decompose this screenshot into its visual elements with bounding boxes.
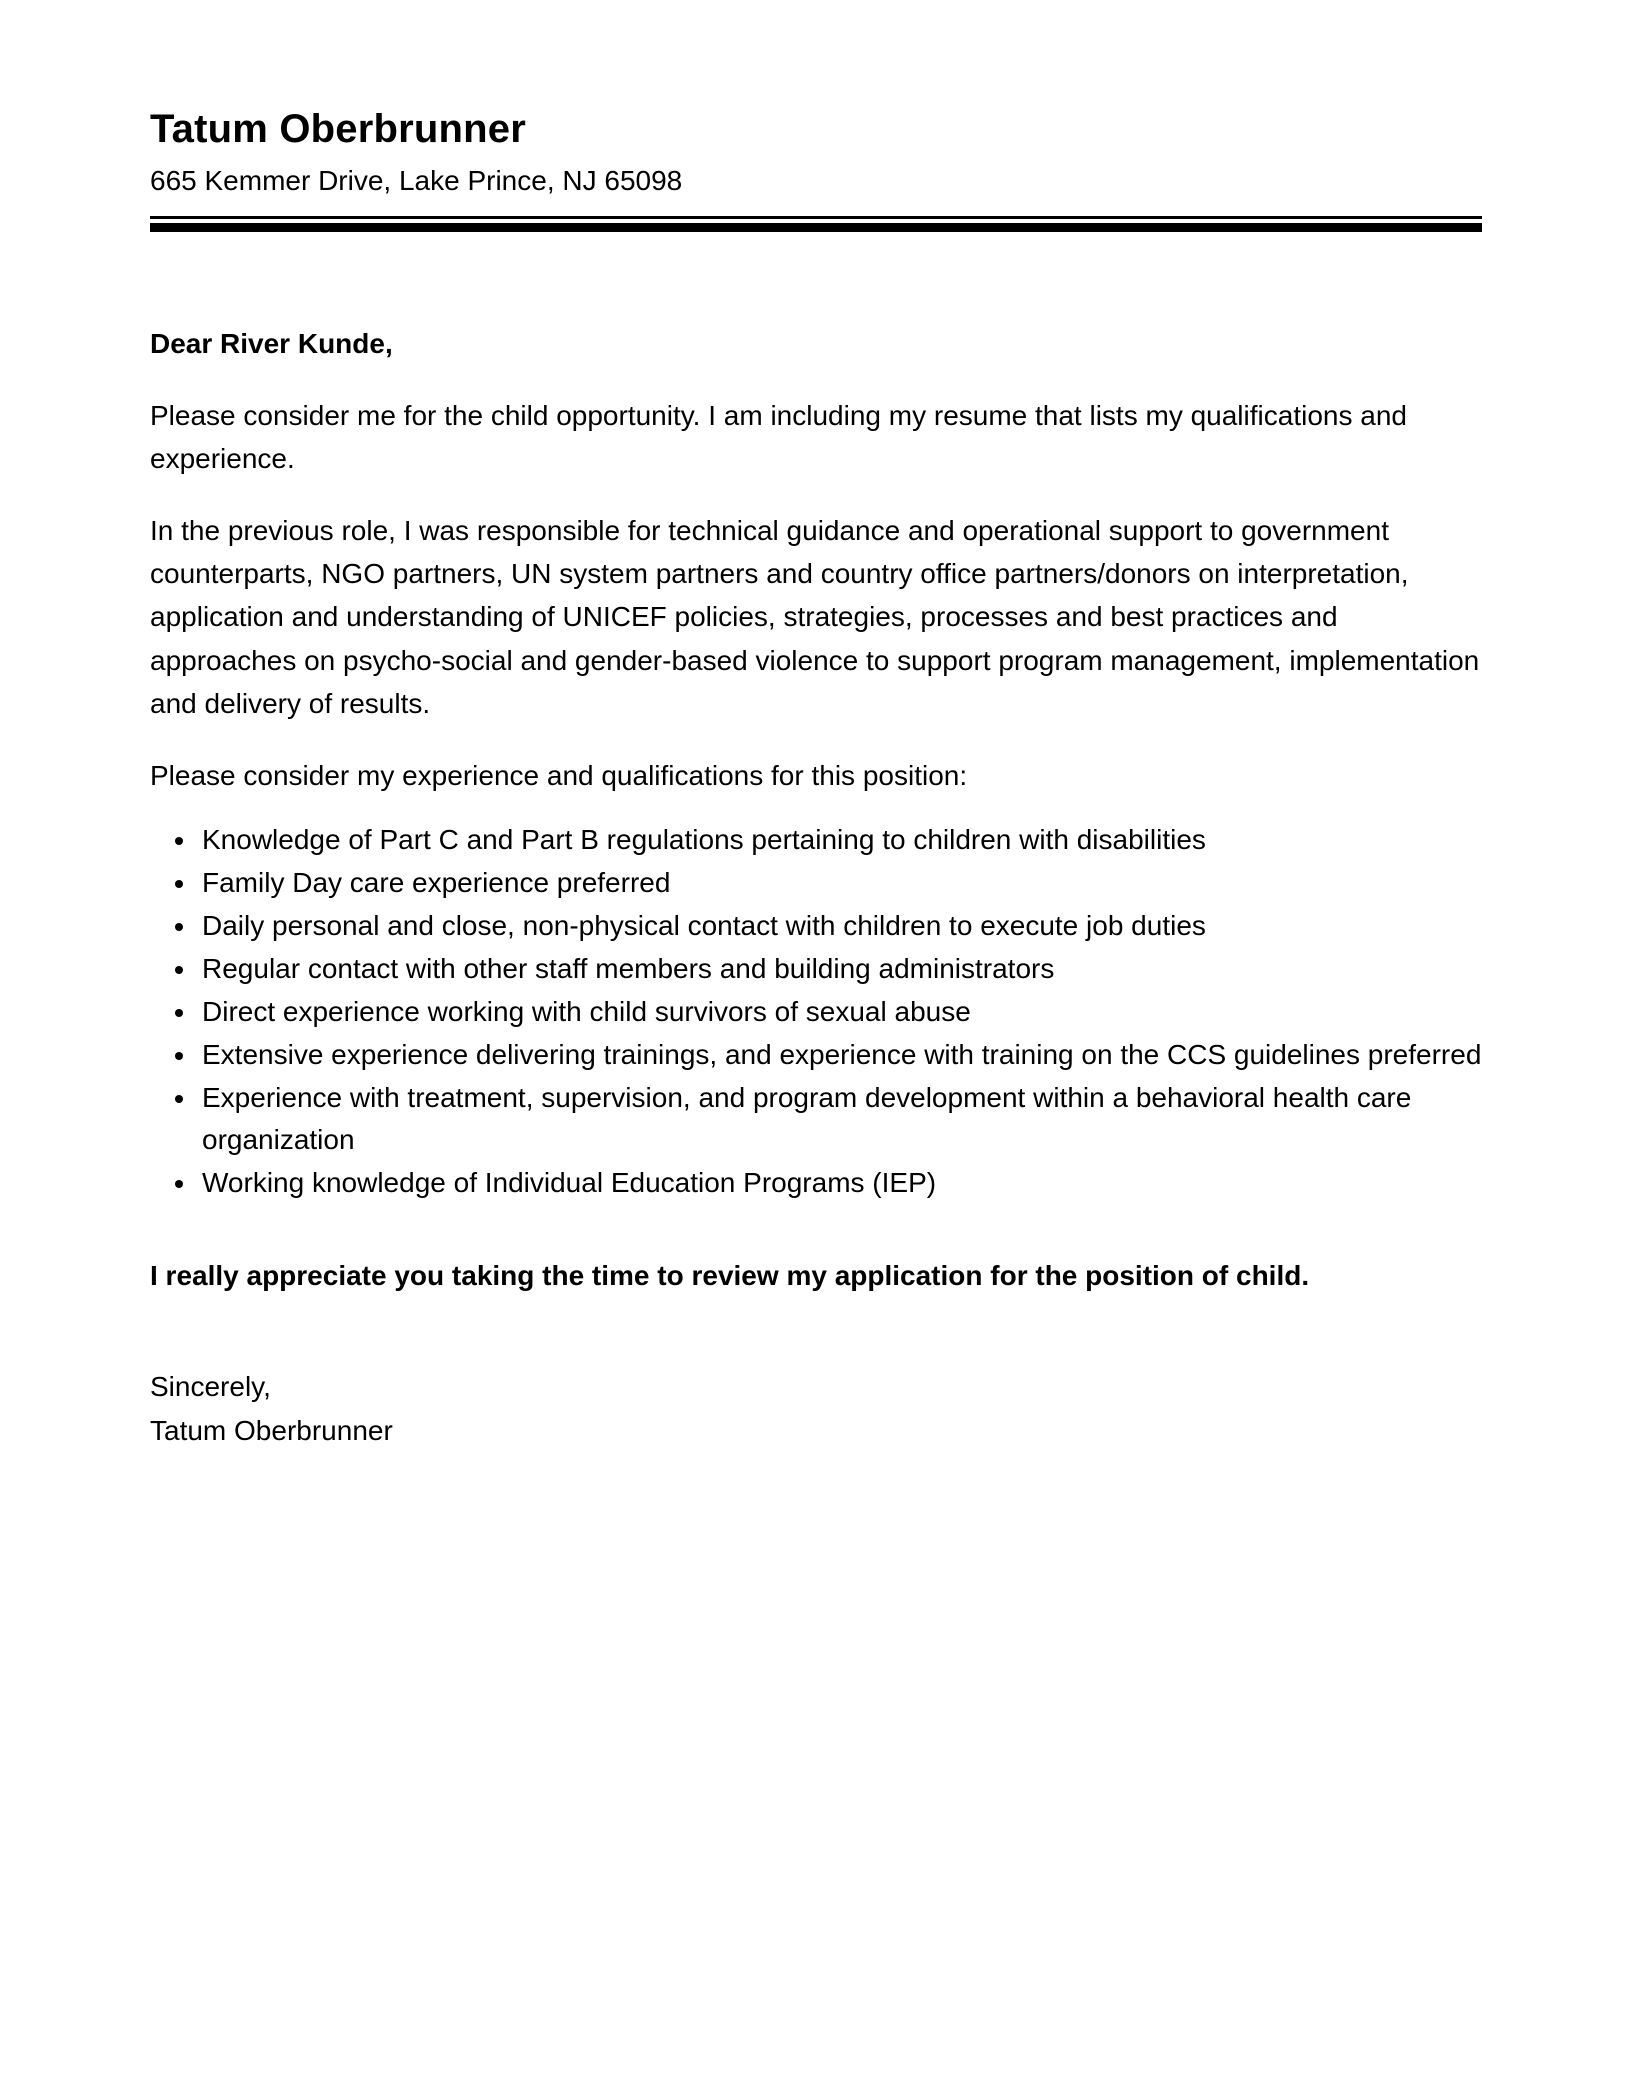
letter-header <box>150 105 1482 232</box>
qualification-item: • Working knowledge of Individual Education Programs (IEP) <box>198 1162 1482 1204</box>
sender-address: 665 Kemmer Drive, Lake Prince, NJ 65098 <box>150 165 683 196</box>
closing-statement: I really appreciate you taking the time to review my application for the position of child. <box>150 1259 1310 1291</box>
qualification-item: • Experience with treatment, supervision, and program development within a behavioral health care organization <box>198 1077 1482 1161</box>
qualification-item: • Family Day care experience preferred <box>198 862 1482 904</box>
paragraph-intro: Please consider me for the child opportunity. I am including my resume that lists my qualifications and experience. <box>150 399 1407 475</box>
qualification-item: • Daily personal and close, non-physical contact with children to execute job duties <box>198 905 1482 947</box>
header-divider-rule <box>150 216 1482 232</box>
signoff: Sincerely, <box>150 1371 271 1403</box>
qualification-item: • Extensive experience delivering trainings, and experience with training on the CCS guidelines preferred <box>198 1034 1482 1076</box>
sender-name: Tatum Oberbrunner <box>150 107 527 151</box>
greeting: Dear River Kunde, <box>150 328 393 360</box>
qualification-item: • Knowledge of Part C and Part B regulations pertaining to children with disabilities <box>198 819 1482 861</box>
qualification-item: • Direct experience working with child survivors of sexual abuse <box>198 991 1482 1033</box>
signature-name: Tatum Oberbrunner <box>150 1414 393 1446</box>
qualification-item: • Regular contact with other staff members and building administrators <box>198 948 1482 990</box>
paragraph-qualifications-intro: Please consider my experience and qualifications for this position: <box>150 759 968 791</box>
paragraph-experience: In the previous role, I was responsible for technical guidance and operational support to government counterparts, NGO partners, UN system partners and country office partners/donors on interpretation, application and understanding of UNICEF policies, strategies, processes and best practices and approaches on psycho-social and gender-based violence to support program management, implementation and delivery of results. <box>150 514 1480 720</box>
qualifications-list <box>150 819 1482 1204</box>
signoff-block <box>150 1365 1482 1452</box>
